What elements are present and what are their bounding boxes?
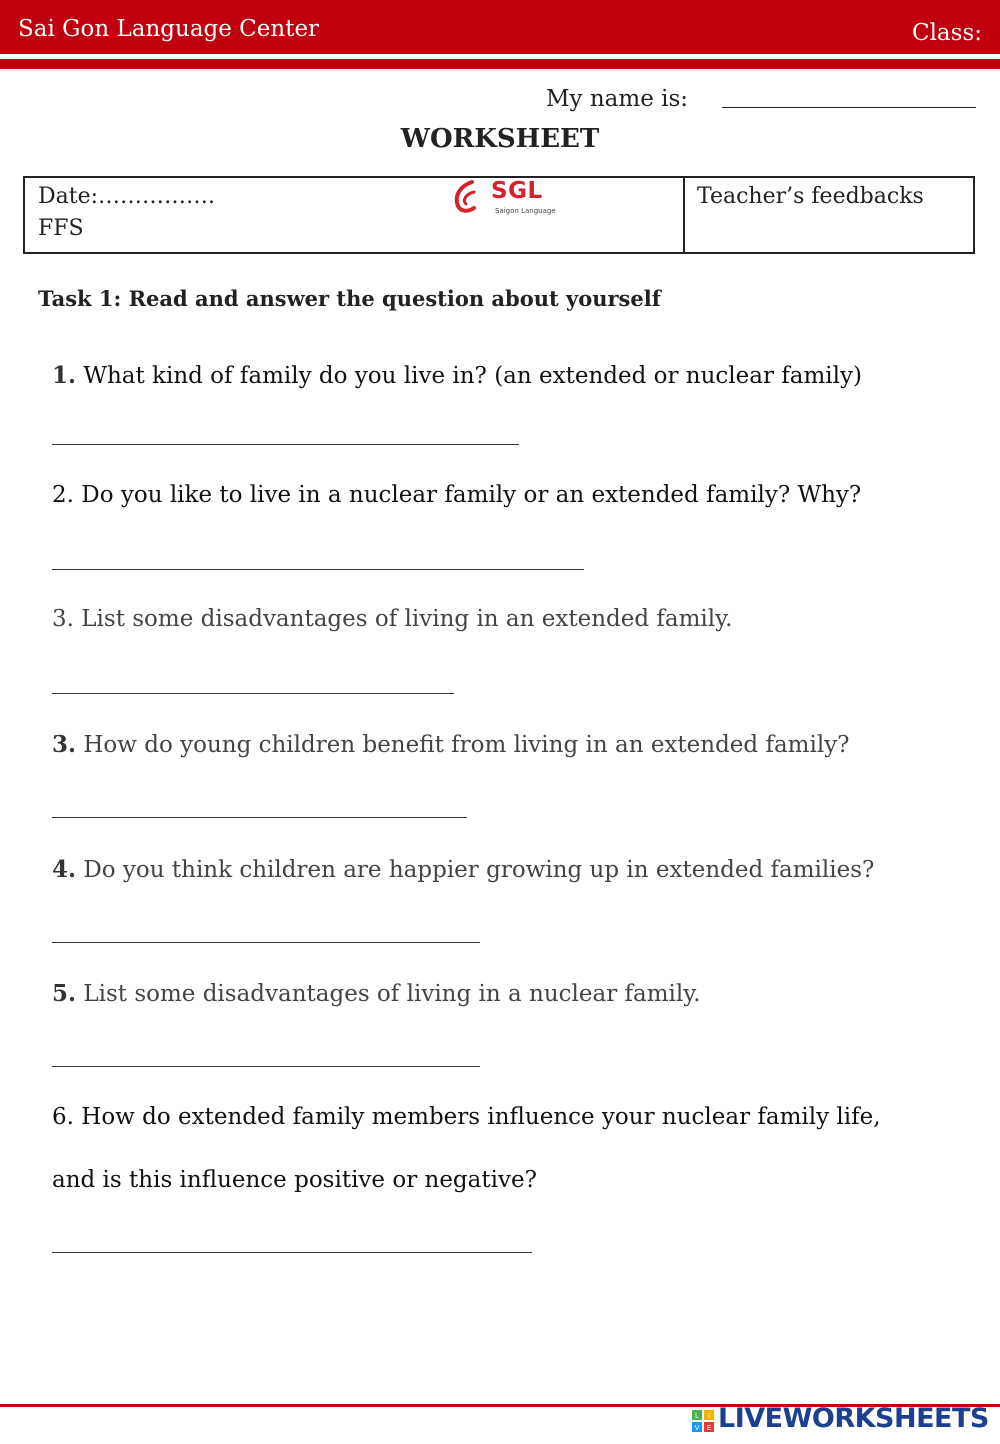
teacher-feedback-label: Teacher’s feedbacks — [697, 184, 924, 209]
question-text: List some disadvantages of living in a nuclear family. — [76, 981, 701, 1007]
logo-letter: E — [706, 1424, 712, 1432]
worksheet-title: WORKSHEET — [400, 124, 600, 154]
question-number: 3. — [52, 731, 77, 758]
logo-text: SGL — [491, 178, 543, 204]
question-6 — [52, 980, 701, 1007]
name-input-line[interactable] — [722, 107, 976, 108]
logo-letter: I — [707, 1412, 711, 1420]
question-text: 2. Do you like to live in a nuclear family or an extended family? Why? — [52, 482, 862, 508]
class-label: Class: — [911, 20, 982, 46]
question-number: 1. — [52, 362, 77, 389]
ffs-label: FFS — [38, 216, 84, 241]
question-4 — [52, 731, 850, 758]
question-3 — [52, 606, 732, 632]
question-text: 6. How do extended family members influence your nuclear family life, — [52, 1104, 881, 1130]
logo-subtext: Saigon Language — [495, 207, 556, 215]
answer-line-3[interactable] — [52, 693, 454, 694]
header-divider — [0, 59, 1000, 69]
liveworksheets-logo-icon — [692, 1410, 714, 1432]
answer-line-7[interactable] — [52, 1252, 532, 1253]
center-name: Sai Gon Language Center — [18, 16, 320, 42]
date-field: Date:……………. — [38, 184, 216, 209]
name-label: My name is: — [546, 86, 689, 112]
info-box-divider — [683, 176, 685, 254]
question-text: What kind of family do you live in? (an extended or nuclear family) — [76, 363, 862, 389]
logo-letter: V — [694, 1424, 700, 1432]
liveworksheets-brand[interactable]: LIVEWORKSHEETS — [718, 1403, 989, 1434]
question-7-continued — [52, 1167, 537, 1193]
answer-line-4[interactable] — [52, 817, 467, 818]
answer-line-2[interactable] — [52, 569, 584, 570]
answer-line-1[interactable] — [52, 444, 519, 445]
question-number: 4. — [52, 856, 77, 883]
question-text: Do you think children are happier growing up in extended families? — [76, 857, 875, 883]
question-text: 3. List some disadvantages of living in an extended family. — [52, 606, 733, 632]
answer-line-6[interactable] — [52, 1066, 480, 1067]
question-text: How do young children benefit from living in an extended family? — [76, 732, 850, 758]
question-7 — [52, 1104, 881, 1130]
question-1 — [52, 362, 862, 389]
question-number: 5. — [52, 980, 77, 1007]
question-5 — [52, 856, 874, 883]
answer-line-5[interactable] — [52, 942, 480, 943]
logo-letter: L — [695, 1412, 699, 1420]
question-2 — [52, 482, 861, 508]
task-title: Task 1: Read and answer the question about yourself — [38, 286, 661, 311]
question-text: and is this influence positive or negative? — [52, 1167, 537, 1193]
